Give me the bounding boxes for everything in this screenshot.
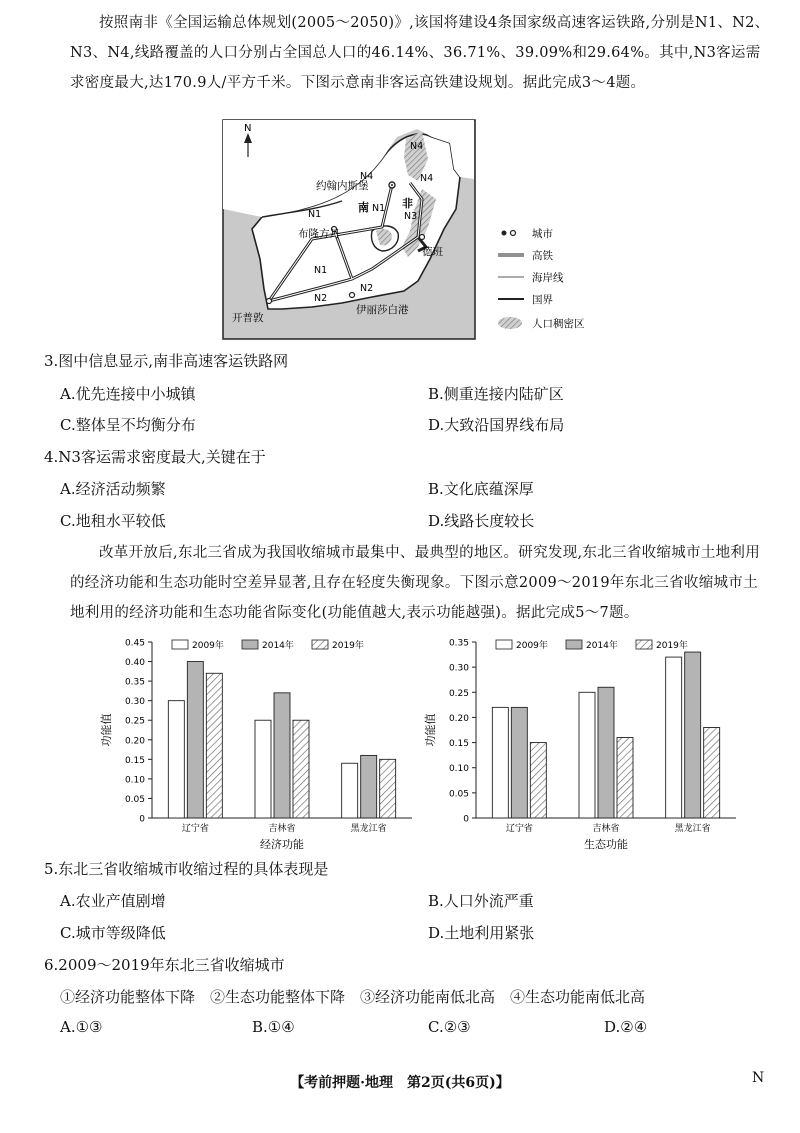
y-tick-label: 0 xyxy=(139,814,145,825)
q6-option-d[interactable]: D.②④ xyxy=(604,1018,648,1036)
svg-text:海岸线: 海岸线 xyxy=(532,272,564,284)
city-marker-capetown xyxy=(267,299,272,304)
city-marker-durban xyxy=(420,235,425,240)
intro-paragraph-2: 改革开放后,东北三省成为我国收缩城市最集中、最典型的地区。研究发现,东北三省收缩城市土地利用的经济功能和生态功能时空差异显著,且存在轻度失衡现象。下图示意2009～2019年东北三省收缩城市土地利用的经济功能和生态功能省际变化(功能值越大,表示功能越强)。据此完成5～7题。 xyxy=(70,545,761,621)
bar-黑龙江省-2014年 xyxy=(361,755,377,818)
q4-option-c[interactable]: C.地租水平较低 xyxy=(60,512,166,530)
label-johannesburg: 约翰内斯堡 xyxy=(316,180,369,192)
x-axis-label: 经济功能 xyxy=(260,838,304,851)
y-tick-label: 0 xyxy=(463,814,469,825)
bar-吉林省-2009年 xyxy=(579,692,595,818)
legend-label: 2019年 xyxy=(656,641,688,651)
question-5-stem: 5.东北三省收缩城市收缩过程的具体表现是 xyxy=(44,860,329,878)
y-tick-label: 0.30 xyxy=(124,697,145,708)
legend-swatch xyxy=(172,640,188,649)
label-n1-c: N1 xyxy=(314,265,328,276)
y-tick-label: 0.35 xyxy=(448,638,469,649)
legend-label: 2014年 xyxy=(262,641,294,651)
y-tick-label: 0.20 xyxy=(448,713,469,724)
label-n1-b: N1 xyxy=(372,203,386,214)
q3-option-b[interactable]: B.侧重连接内陆矿区 xyxy=(428,385,564,403)
label-country-2: 非 xyxy=(402,197,413,210)
q5-option-a[interactable]: A.农业产值剧增 xyxy=(60,892,166,910)
label-n4-a: N4 xyxy=(360,171,374,182)
q6-statements: ①经济功能整体下降 ②生态功能整体下降 ③经济功能南低北高 ④生态功能南低北高 xyxy=(60,988,646,1006)
label-n4-b: N4 xyxy=(420,173,434,184)
bar-辽宁省-2019年 xyxy=(530,743,546,818)
legend-label: 2009年 xyxy=(516,641,548,651)
q5-option-c[interactable]: C.城市等级降低 xyxy=(60,924,166,942)
bar-辽宁省-2019年 xyxy=(206,673,222,818)
q4-option-a[interactable]: A.经济活动频繁 xyxy=(60,480,166,498)
label-n1-a: N1 xyxy=(308,209,322,220)
q6-option-b[interactable]: B.①④ xyxy=(252,1018,295,1036)
y-tick-label: 0.05 xyxy=(124,794,145,805)
svg-text:国界: 国界 xyxy=(532,294,553,306)
svg-text:N: N xyxy=(244,123,252,134)
bar-吉林省-2019年 xyxy=(293,720,309,818)
x-tick-label: 辽宁省 xyxy=(181,824,209,834)
bar-黑龙江省-2014年 xyxy=(685,652,701,818)
y-tick-label: 0.15 xyxy=(448,739,469,750)
legend-swatch xyxy=(636,640,652,649)
bar-辽宁省-2014年 xyxy=(187,662,203,818)
south-africa-rail-map xyxy=(222,119,622,341)
chart-ecological-function xyxy=(420,628,750,858)
bar-吉林省-2009年 xyxy=(255,720,271,818)
page-footer: 【考前押题·地理 第2页(共6页)】 xyxy=(290,1075,510,1091)
map-legend xyxy=(498,227,585,330)
svg-text:城市: 城市 xyxy=(532,228,553,240)
label-capetown: 开普敦 xyxy=(232,312,264,324)
label-n3: N3 xyxy=(404,211,418,222)
chart-economic-function xyxy=(96,628,426,858)
footer-mark: N xyxy=(752,1070,765,1086)
q6-option-a[interactable]: A.①③ xyxy=(60,1018,103,1036)
intro-paragraph-1: 按照南非《全国运输总体规划(2005～2050)》,该国将建设4条国家级高速客运铁路,分别是N1、N2、N3、N4,线路覆盖的人口分别占全国总人口的46.14%、36.71%、39.09%和29.64%。其中,N3客运需求密度最大,达170.9人/平方千米。下图示意南非客运高铁建设规划。据此完成3～4题。 xyxy=(70,15,770,91)
y-axis-label: 功能值 xyxy=(424,713,437,747)
bar-黑龙江省-2019年 xyxy=(704,727,720,818)
label-bloemfontein: 布隆方丹 xyxy=(298,228,340,240)
bar-辽宁省-2009年 xyxy=(168,701,184,818)
y-tick-label: 0.25 xyxy=(448,688,469,699)
q5-option-b[interactable]: B.人口外流严重 xyxy=(428,892,534,910)
label-country-1: 南 xyxy=(358,201,369,214)
x-tick-label: 黑龙江省 xyxy=(350,824,387,834)
legend-swatch xyxy=(566,640,582,649)
label-port-elizabeth: 伊丽莎白港 xyxy=(356,304,409,316)
y-tick-label: 0.45 xyxy=(124,638,145,649)
y-tick-label: 0.10 xyxy=(124,775,145,786)
q4-option-b[interactable]: B.文化底蕴深厚 xyxy=(428,480,534,498)
svg-text:人口稠密区: 人口稠密区 xyxy=(532,318,585,330)
bar-辽宁省-2014年 xyxy=(511,707,527,818)
bar-吉林省-2019年 xyxy=(617,738,633,818)
bar-黑龙江省-2009年 xyxy=(666,657,682,818)
question-3-stem: 3.图中信息显示,南非高速客运铁路网 xyxy=(44,352,289,370)
legend-swatch xyxy=(242,640,258,649)
q4-option-d[interactable]: D.线路长度较长 xyxy=(428,512,535,530)
legend-label: 2009年 xyxy=(192,641,224,651)
legend-label: 2019年 xyxy=(332,641,364,651)
y-tick-label: 0.25 xyxy=(124,716,145,727)
svg-text:高铁: 高铁 xyxy=(532,250,553,262)
y-tick-label: 0.35 xyxy=(124,677,145,688)
y-tick-label: 0.20 xyxy=(124,736,145,747)
y-tick-label: 0.10 xyxy=(448,764,469,775)
y-tick-label: 0.15 xyxy=(124,755,145,766)
x-tick-label: 辽宁省 xyxy=(505,824,533,834)
label-n2-a: N2 xyxy=(314,293,328,304)
q3-option-d[interactable]: D.大致沿国界线布局 xyxy=(428,416,565,434)
legend-swatch xyxy=(496,640,512,649)
x-tick-label: 黑龙江省 xyxy=(674,824,711,834)
city-marker-port-elizabeth xyxy=(350,293,355,298)
y-tick-label: 0.30 xyxy=(448,663,469,674)
x-axis-label: 生态功能 xyxy=(584,838,628,851)
y-tick-label: 0.40 xyxy=(124,658,145,669)
bar-黑龙江省-2009年 xyxy=(342,763,358,818)
question-6-stem: 6.2009～2019年东北三省收缩城市 xyxy=(44,956,285,974)
q5-option-d[interactable]: D.土地利用紧张 xyxy=(428,924,535,942)
label-n4-c: N4 xyxy=(410,141,424,152)
label-n2-b: N2 xyxy=(360,283,374,294)
q3-option-a[interactable]: A.优先连接中小城镇 xyxy=(60,385,196,403)
y-axis-label: 功能值 xyxy=(100,713,113,747)
bar-吉林省-2014年 xyxy=(274,693,290,818)
y-tick-label: 0.05 xyxy=(448,789,469,800)
q3-option-c[interactable]: C.整体呈不均衡分布 xyxy=(60,416,196,434)
bar-吉林省-2014年 xyxy=(598,687,614,818)
label-durban: 德班 xyxy=(422,246,443,258)
question-4-stem: 4.N3客运需求密度最大,关键在于 xyxy=(44,448,266,466)
legend-label: 2014年 xyxy=(586,641,618,651)
x-tick-label: 吉林省 xyxy=(268,824,296,834)
bar-黑龙江省-2019年 xyxy=(380,759,396,818)
x-tick-label: 吉林省 xyxy=(592,824,620,834)
q6-option-c[interactable]: C.②③ xyxy=(428,1018,471,1036)
bar-辽宁省-2009年 xyxy=(492,707,508,818)
legend-swatch xyxy=(312,640,328,649)
